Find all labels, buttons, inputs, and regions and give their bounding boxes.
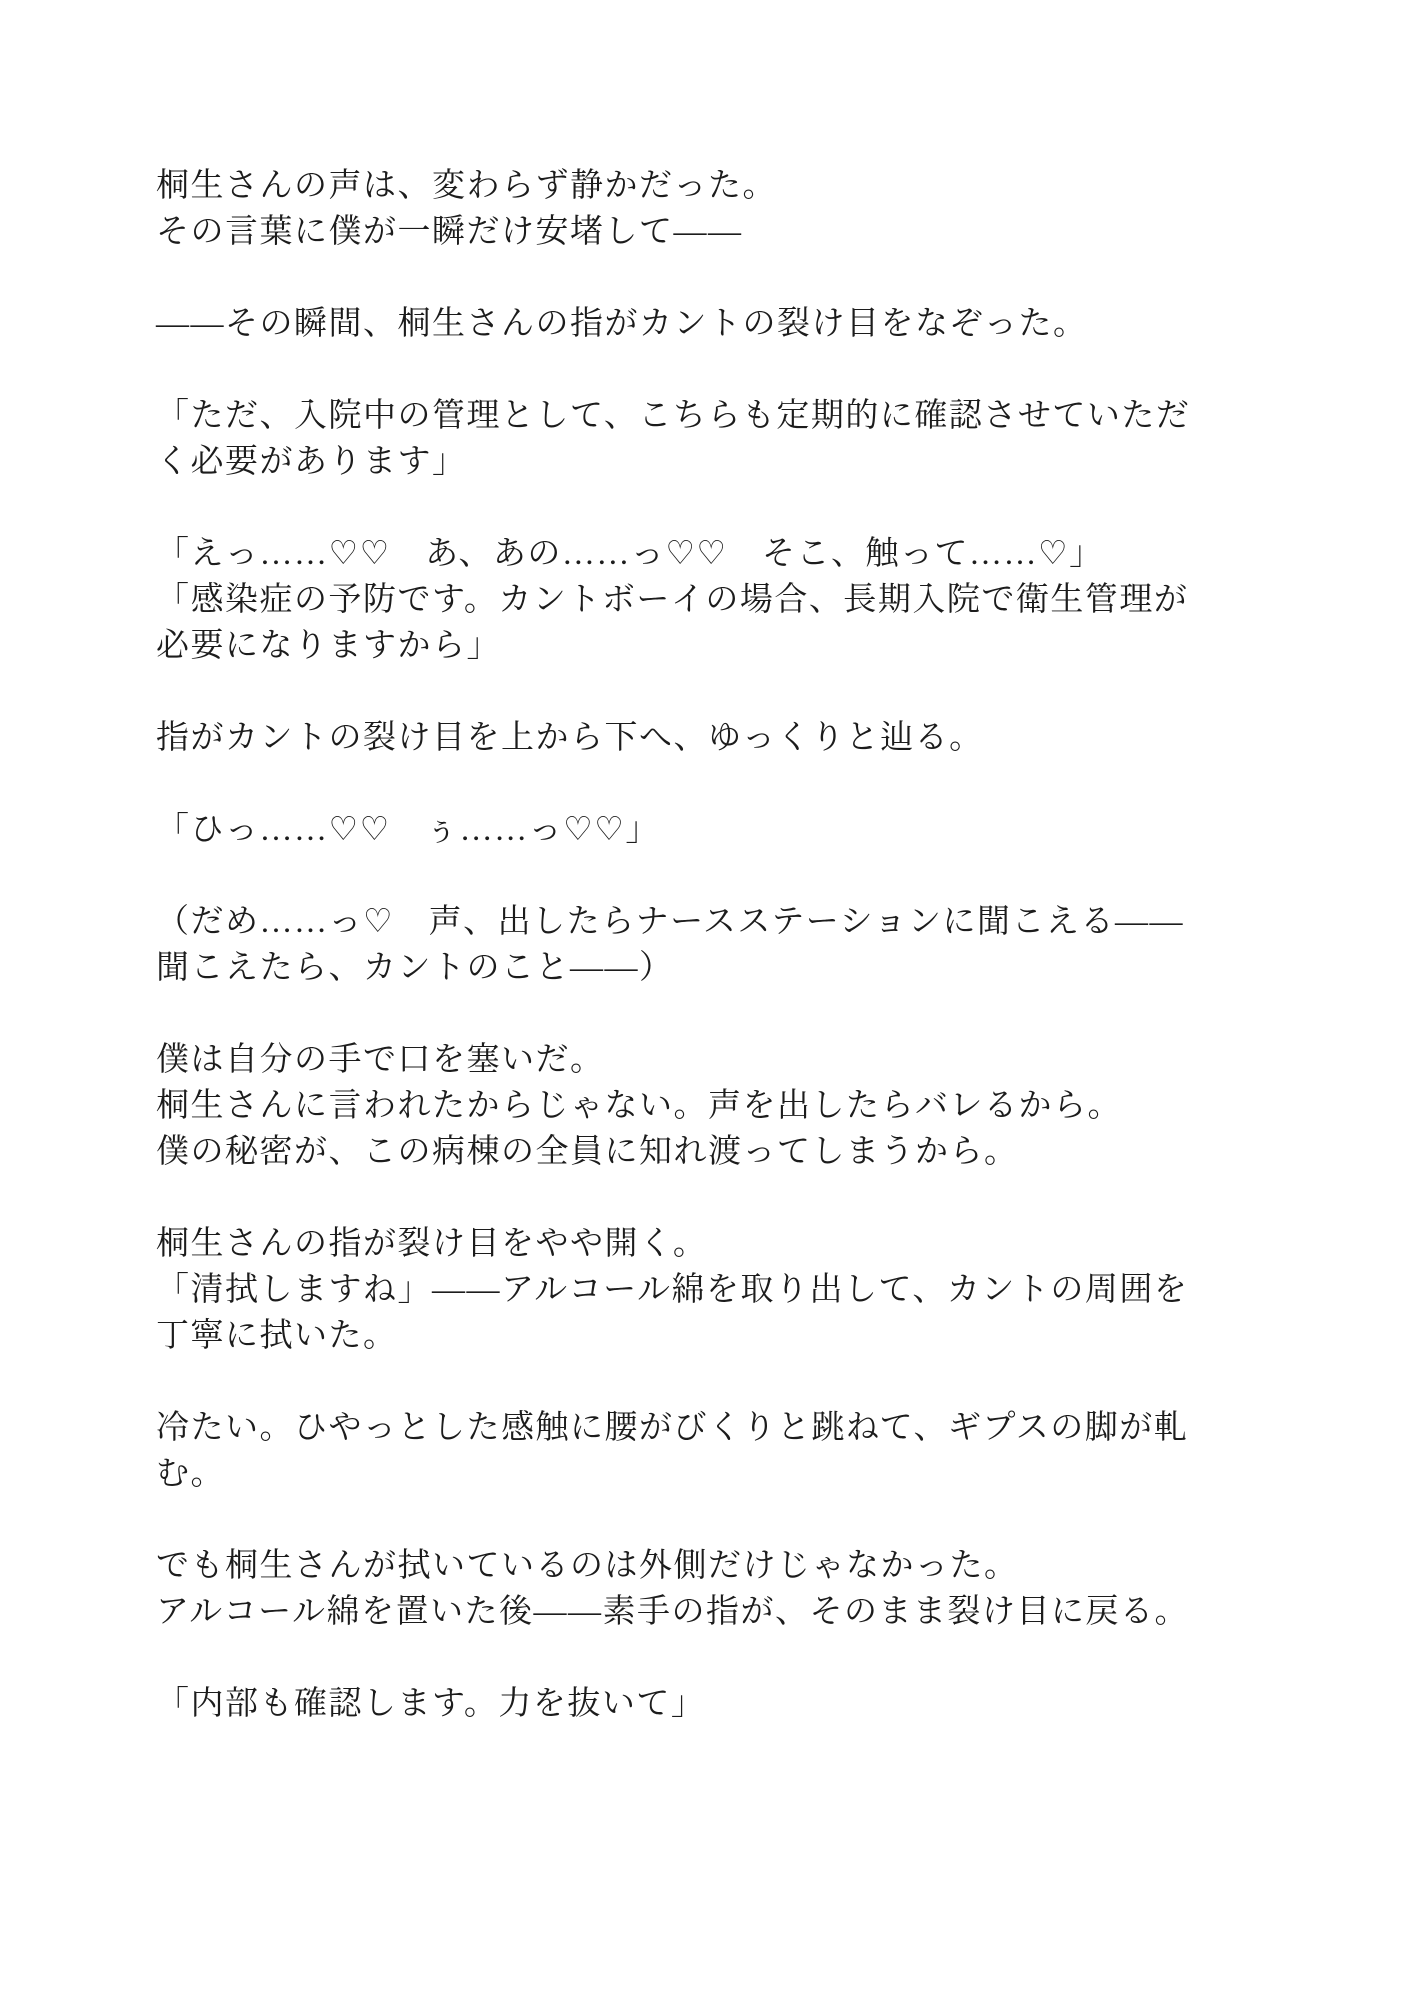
text-line: 「えっ……♡♡ あ、あの……っ♡♡ そこ、触って……♡」 (156, 536, 1104, 572)
text-line: 指がカントの裂け目を上から下へ、ゆっくりと辿る。 (156, 720, 984, 756)
paragraph (156, 715, 1275, 761)
paragraph (156, 1543, 1275, 1635)
text-line: アルコール綿を置いた後——素手の指が、そのまま裂け目に戻る。 (156, 1594, 1190, 1630)
document-body (156, 163, 1275, 1727)
text-line: 僕の秘密が、この病棟の全員に知れ渡ってしまうから。 (156, 1134, 1019, 1170)
text-line: 桐生さんの声は、変わらず静かだった。 (156, 168, 777, 204)
paragraph (156, 807, 1275, 853)
paragraph (156, 1037, 1275, 1175)
text-line: でも桐生さんが拭いているのは外側だけじゃなかった。 (156, 1548, 1019, 1584)
text-line: 桐生さんに言われたからじゃない。声を出したらバレるから。 (156, 1088, 1122, 1124)
text-line: 必要になりますから」 (156, 628, 501, 664)
text-line: 「清拭しますね」——アルコール綿を取り出して、カントの周囲を (156, 1272, 1189, 1308)
text-line: 聞こえたら、カントのこと——） (156, 950, 674, 986)
text-line: む。 (156, 1456, 225, 1492)
text-line: ——その瞬間、桐生さんの指がカントの裂け目をなぞった。 (156, 306, 1088, 342)
text-line: く必要があります」 (156, 444, 467, 480)
paragraph (156, 393, 1275, 485)
paragraph (156, 1405, 1275, 1497)
paragraph (156, 899, 1275, 991)
paragraph (156, 163, 1275, 255)
text-line: （だめ……っ♡ 声、出したらナースステーションに聞こえる—— (156, 904, 1184, 940)
paragraph (156, 1221, 1275, 1359)
text-line: 冷たい。ひやっとした感触に腰がびくりと跳ねて、ギプスの脚が軋 (156, 1410, 1189, 1446)
text-line: 「内部も確認します。力を抜いて」 (156, 1686, 706, 1722)
text-line: 僕は自分の手で口を塞いだ。 (156, 1042, 605, 1078)
text-line: 丁寧に拭いた。 (156, 1318, 398, 1354)
paragraph (156, 1681, 1275, 1727)
paragraph (156, 531, 1275, 669)
text-line: 「感染症の予防です。カントボーイの場合、長期入院で衛生管理が (156, 582, 1189, 618)
text-line: 「ひっ……♡♡ ぅ……っ♡♡」 (156, 812, 660, 848)
text-line: 「ただ、入院中の管理として、こちらも定期的に確認させていただ (156, 398, 1191, 434)
text-line: その言葉に僕が一瞬だけ安堵して—— (156, 214, 743, 250)
text-line: 桐生さんの指が裂け目をやや開く。 (156, 1226, 708, 1262)
paragraph (156, 301, 1275, 347)
